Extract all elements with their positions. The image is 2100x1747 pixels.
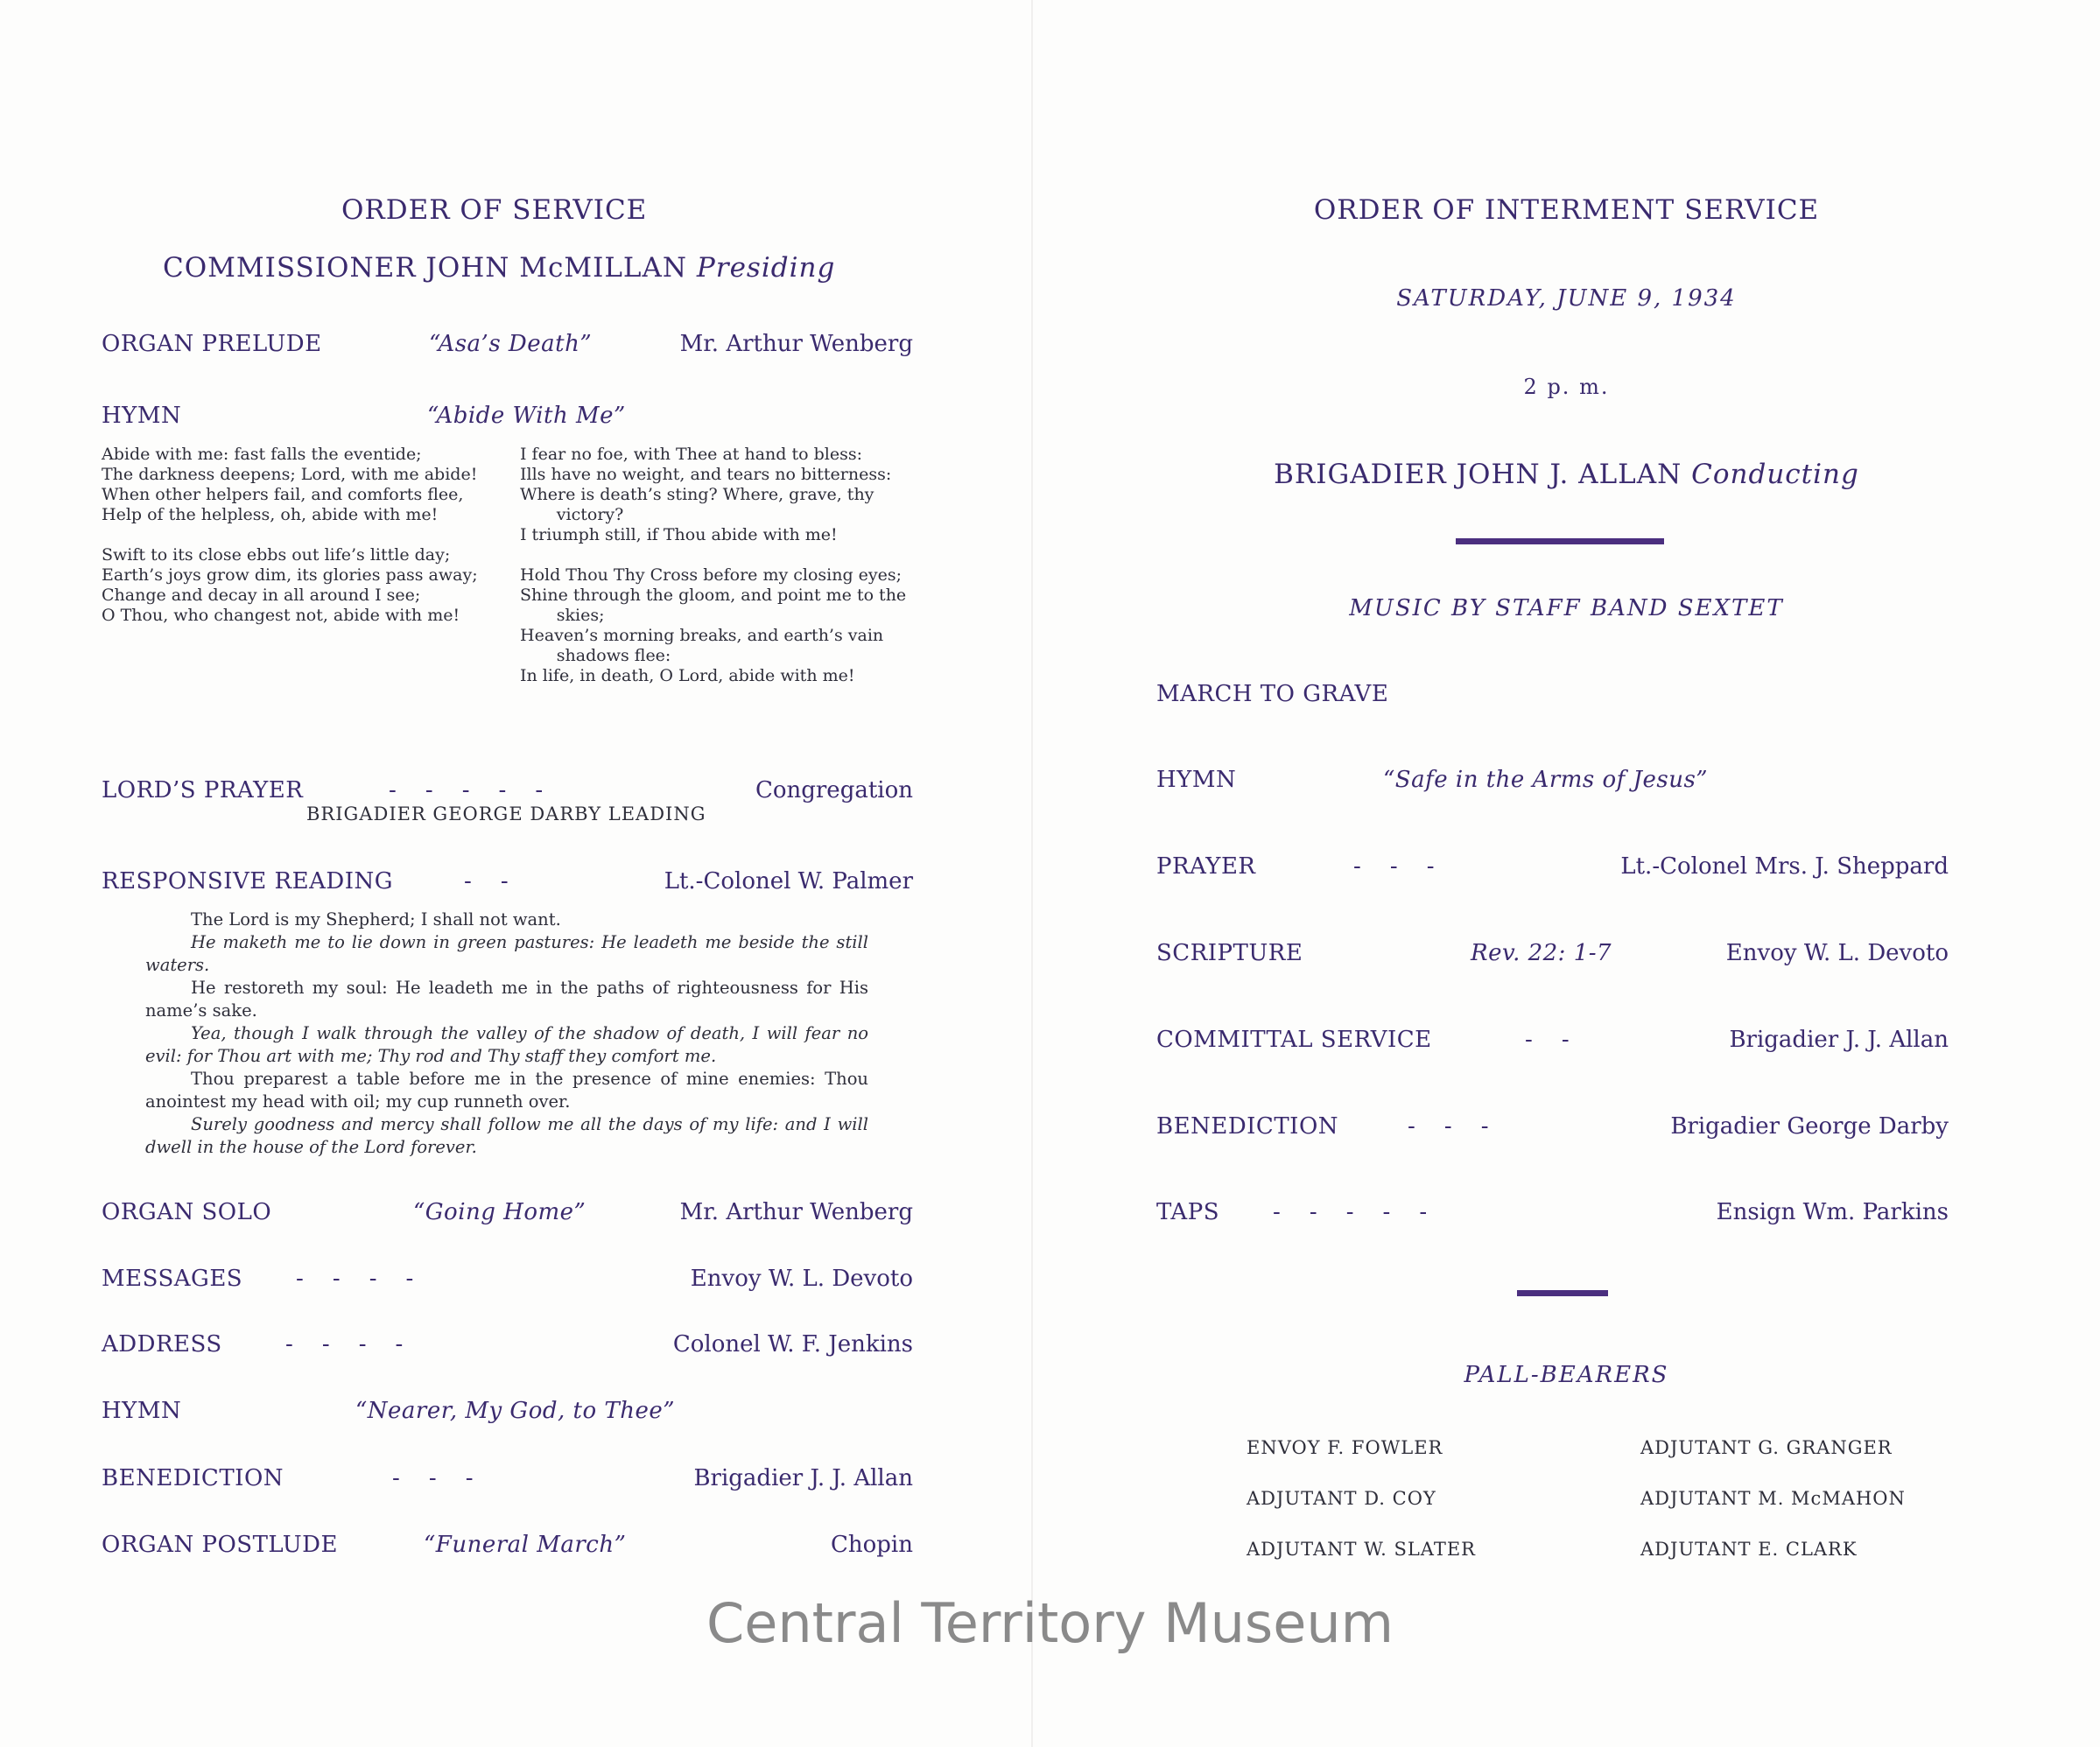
service-date: SATURDAY, JUNE 9, 1934 bbox=[1396, 285, 1737, 312]
taps-person: Ensign Wm. Parkins bbox=[1716, 1199, 1949, 1225]
order-of-service-title: ORDER OF SERVICE bbox=[341, 194, 648, 226]
responsive-reading-dashes: - - bbox=[464, 868, 509, 895]
organ-solo-person: Mr. Arthur Wenberg bbox=[679, 1199, 913, 1225]
hymn-title: “Abide With Me” bbox=[427, 403, 626, 429]
pallbearers-title: PALL-BEARERS bbox=[1464, 1362, 1669, 1388]
organ-prelude-label: ORGAN PRELUDE bbox=[102, 331, 322, 357]
organ-prelude-person: Mr. Arthur Wenberg bbox=[679, 331, 913, 357]
pallbearer: ADJUTANT W. SLATER bbox=[1247, 1539, 1476, 1560]
hymn-stanza bbox=[520, 445, 914, 545]
pallbearer: ADJUTANT E. CLARK bbox=[1640, 1539, 1858, 1560]
address-dashes: - - - - bbox=[285, 1331, 404, 1358]
hymn-line: Where is death’s sting? Where, grave, thy victory? bbox=[520, 485, 874, 524]
committal-person: Brigadier J. J. Allan bbox=[1729, 1027, 1949, 1053]
conducting-word: Conducting bbox=[1691, 459, 1859, 490]
presiding-word: Presiding bbox=[696, 252, 836, 284]
interment-service-page bbox=[1033, 0, 2100, 1747]
responsive-reading-person: Lt.-Colonel W. Palmer bbox=[664, 868, 913, 895]
scripture-label: SCRIPTURE bbox=[1156, 940, 1303, 966]
psalm-verse: Thou preparest a table before me in the presence of mine enemies: Thou anointest my head with oil; my cup runneth over. bbox=[145, 1069, 868, 1112]
hymn-line: The darkness deepens; Lord, with me abide! bbox=[102, 465, 478, 484]
responsive-reading-label: RESPONSIVE READING bbox=[102, 868, 393, 895]
lords-prayer-leading: BRIGADIER GEORGE DARBY LEADING bbox=[306, 803, 706, 824]
hymn-line: In life, in death, O Lord, abide with me! bbox=[520, 666, 855, 685]
divider-rule-small bbox=[1517, 1290, 1608, 1296]
hymn-line: Heaven’s morning breaks, and earth’s vain shadows flee: bbox=[520, 626, 884, 665]
hymn-label: HYMN bbox=[102, 403, 182, 429]
address-person: Colonel W. F. Jenkins bbox=[672, 1331, 913, 1358]
scripture-reference: Rev. 22: 1-7 bbox=[1471, 940, 1612, 966]
museum-watermark: Central Territory Museum bbox=[706, 1591, 1394, 1655]
order-of-service-page bbox=[0, 0, 1033, 1747]
hymn-verses-column-2 bbox=[520, 445, 914, 706]
hymn-line: Ills have no weight, and tears no bitterness: bbox=[520, 465, 892, 484]
hymn-line: I triumph still, if Thou abide with me! bbox=[520, 525, 838, 544]
interment-title: ORDER OF INTERMENT SERVICE bbox=[1313, 194, 1820, 226]
hymn-line: Abide with me: fast falls the eventide; bbox=[102, 445, 422, 464]
hymn-line: Change and decay in all around I see; bbox=[102, 586, 421, 605]
psalm-verse: Yea, though I walk through the valley of the shadow of death, I will fear no evil: for Thou art with me; Thy rod and Thy staff they comfort me. bbox=[145, 1023, 868, 1066]
organ-postlude-person: Chopin bbox=[831, 1532, 913, 1558]
hymn-stanza bbox=[520, 565, 914, 686]
pallbearer: ADJUTANT D. COY bbox=[1247, 1488, 1436, 1509]
lords-prayer-label: LORD’S PRAYER bbox=[102, 777, 304, 803]
hymn-2-label: HYMN bbox=[102, 1398, 182, 1424]
conducting-line bbox=[1033, 459, 2100, 490]
organ-prelude-title: “Asa’s Death” bbox=[429, 331, 593, 357]
hymn-line: Swift to its close ebbs out life’s little day; bbox=[102, 545, 451, 565]
prayer-dashes: - - - bbox=[1353, 853, 1435, 880]
benediction-label: BENEDICTION bbox=[102, 1465, 284, 1491]
hymn-verses-column-1 bbox=[102, 445, 492, 646]
hymn-line: When other helpers fail, and comforts flee, bbox=[102, 485, 464, 504]
presiding-name: COMMISSIONER JOHN McMILLAN bbox=[163, 252, 688, 284]
organ-solo-label: ORGAN SOLO bbox=[102, 1199, 272, 1225]
pallbearer: ENVOY F. FOWLER bbox=[1247, 1437, 1443, 1458]
hymn-line: I fear no foe, with Thee at hand to bless: bbox=[520, 445, 862, 464]
hymn-label: HYMN bbox=[1156, 767, 1237, 793]
organ-solo-title: “Going Home” bbox=[413, 1199, 586, 1225]
messages-dashes: - - - - bbox=[296, 1266, 414, 1292]
hymn-line: Shine through the gloom, and point me to the skies; bbox=[520, 586, 907, 625]
hymn-stanza bbox=[102, 545, 492, 626]
lords-prayer-person: Congregation bbox=[755, 777, 913, 803]
messages-label: MESSAGES bbox=[102, 1266, 243, 1292]
hymn-line: Earth’s joys grow dim, its glories pass away; bbox=[102, 565, 478, 585]
psalm-text bbox=[145, 909, 868, 1159]
address-label: ADDRESS bbox=[102, 1331, 222, 1358]
presiding-line bbox=[163, 252, 835, 284]
march-to-grave-label: MARCH TO GRAVE bbox=[1156, 681, 1389, 707]
committal-dashes: - - bbox=[1525, 1027, 1570, 1053]
hymn-line: Hold Thou Thy Cross before my closing eyes; bbox=[520, 565, 903, 585]
psalm-verse: He restoreth my soul: He leadeth me in the paths of righteousness for His name’s sake. bbox=[145, 978, 868, 1021]
benediction-person: Brigadier J. J. Allan bbox=[693, 1465, 913, 1491]
hymn-2-title: “Nearer, My God, to Thee” bbox=[355, 1398, 676, 1424]
music-line: MUSIC BY STAFF BAND SEXTET bbox=[1349, 595, 1784, 621]
conducting-name: BRIGADIER JOHN J. ALLAN bbox=[1274, 459, 1682, 490]
benediction-dashes: - - - bbox=[392, 1465, 474, 1491]
organ-postlude-label: ORGAN POSTLUDE bbox=[102, 1532, 338, 1558]
committal-service-label: COMMITTAL SERVICE bbox=[1156, 1027, 1432, 1053]
benediction-dashes: - - - bbox=[1408, 1113, 1489, 1140]
benediction-person: Brigadier George Darby bbox=[1670, 1113, 1949, 1140]
hymn-title: “Safe in the Arms of Jesus” bbox=[1383, 767, 1709, 793]
scripture-person: Envoy W. L. Devoto bbox=[1725, 940, 1949, 966]
lords-prayer-dashes: - - - - - bbox=[389, 777, 544, 803]
prayer-label: PRAYER bbox=[1156, 853, 1256, 880]
psalm-verse: The Lord is my Shepherd; I shall not want. bbox=[191, 909, 561, 930]
service-time: 2 p. m. bbox=[1523, 375, 1610, 399]
benediction-label: BENEDICTION bbox=[1156, 1113, 1339, 1140]
psalm-verse: Surely goodness and mercy shall follow me all the days of my life: and I will dwell in the house of the Lord forever. bbox=[145, 1114, 868, 1157]
pallbearer: ADJUTANT G. GRANGER bbox=[1640, 1437, 1893, 1458]
prayer-person: Lt.-Colonel Mrs. J. Sheppard bbox=[1620, 853, 1949, 880]
taps-dashes: - - - - - bbox=[1273, 1199, 1428, 1225]
hymn-line: O Thou, who changest not, abide with me! bbox=[102, 606, 460, 625]
divider-rule bbox=[1456, 538, 1664, 544]
hymn-line: Help of the helpless, oh, abide with me! bbox=[102, 505, 439, 524]
pallbearer: ADJUTANT M. McMAHON bbox=[1640, 1488, 1906, 1509]
psalm-verse: He maketh me to lie down in green pastures: He leadeth me beside the still waters. bbox=[145, 932, 868, 975]
taps-label: TAPS bbox=[1156, 1199, 1220, 1225]
organ-postlude-title: “Funeral March” bbox=[424, 1532, 627, 1558]
hymn-stanza bbox=[102, 445, 492, 525]
messages-person: Envoy W. L. Devoto bbox=[690, 1266, 913, 1292]
